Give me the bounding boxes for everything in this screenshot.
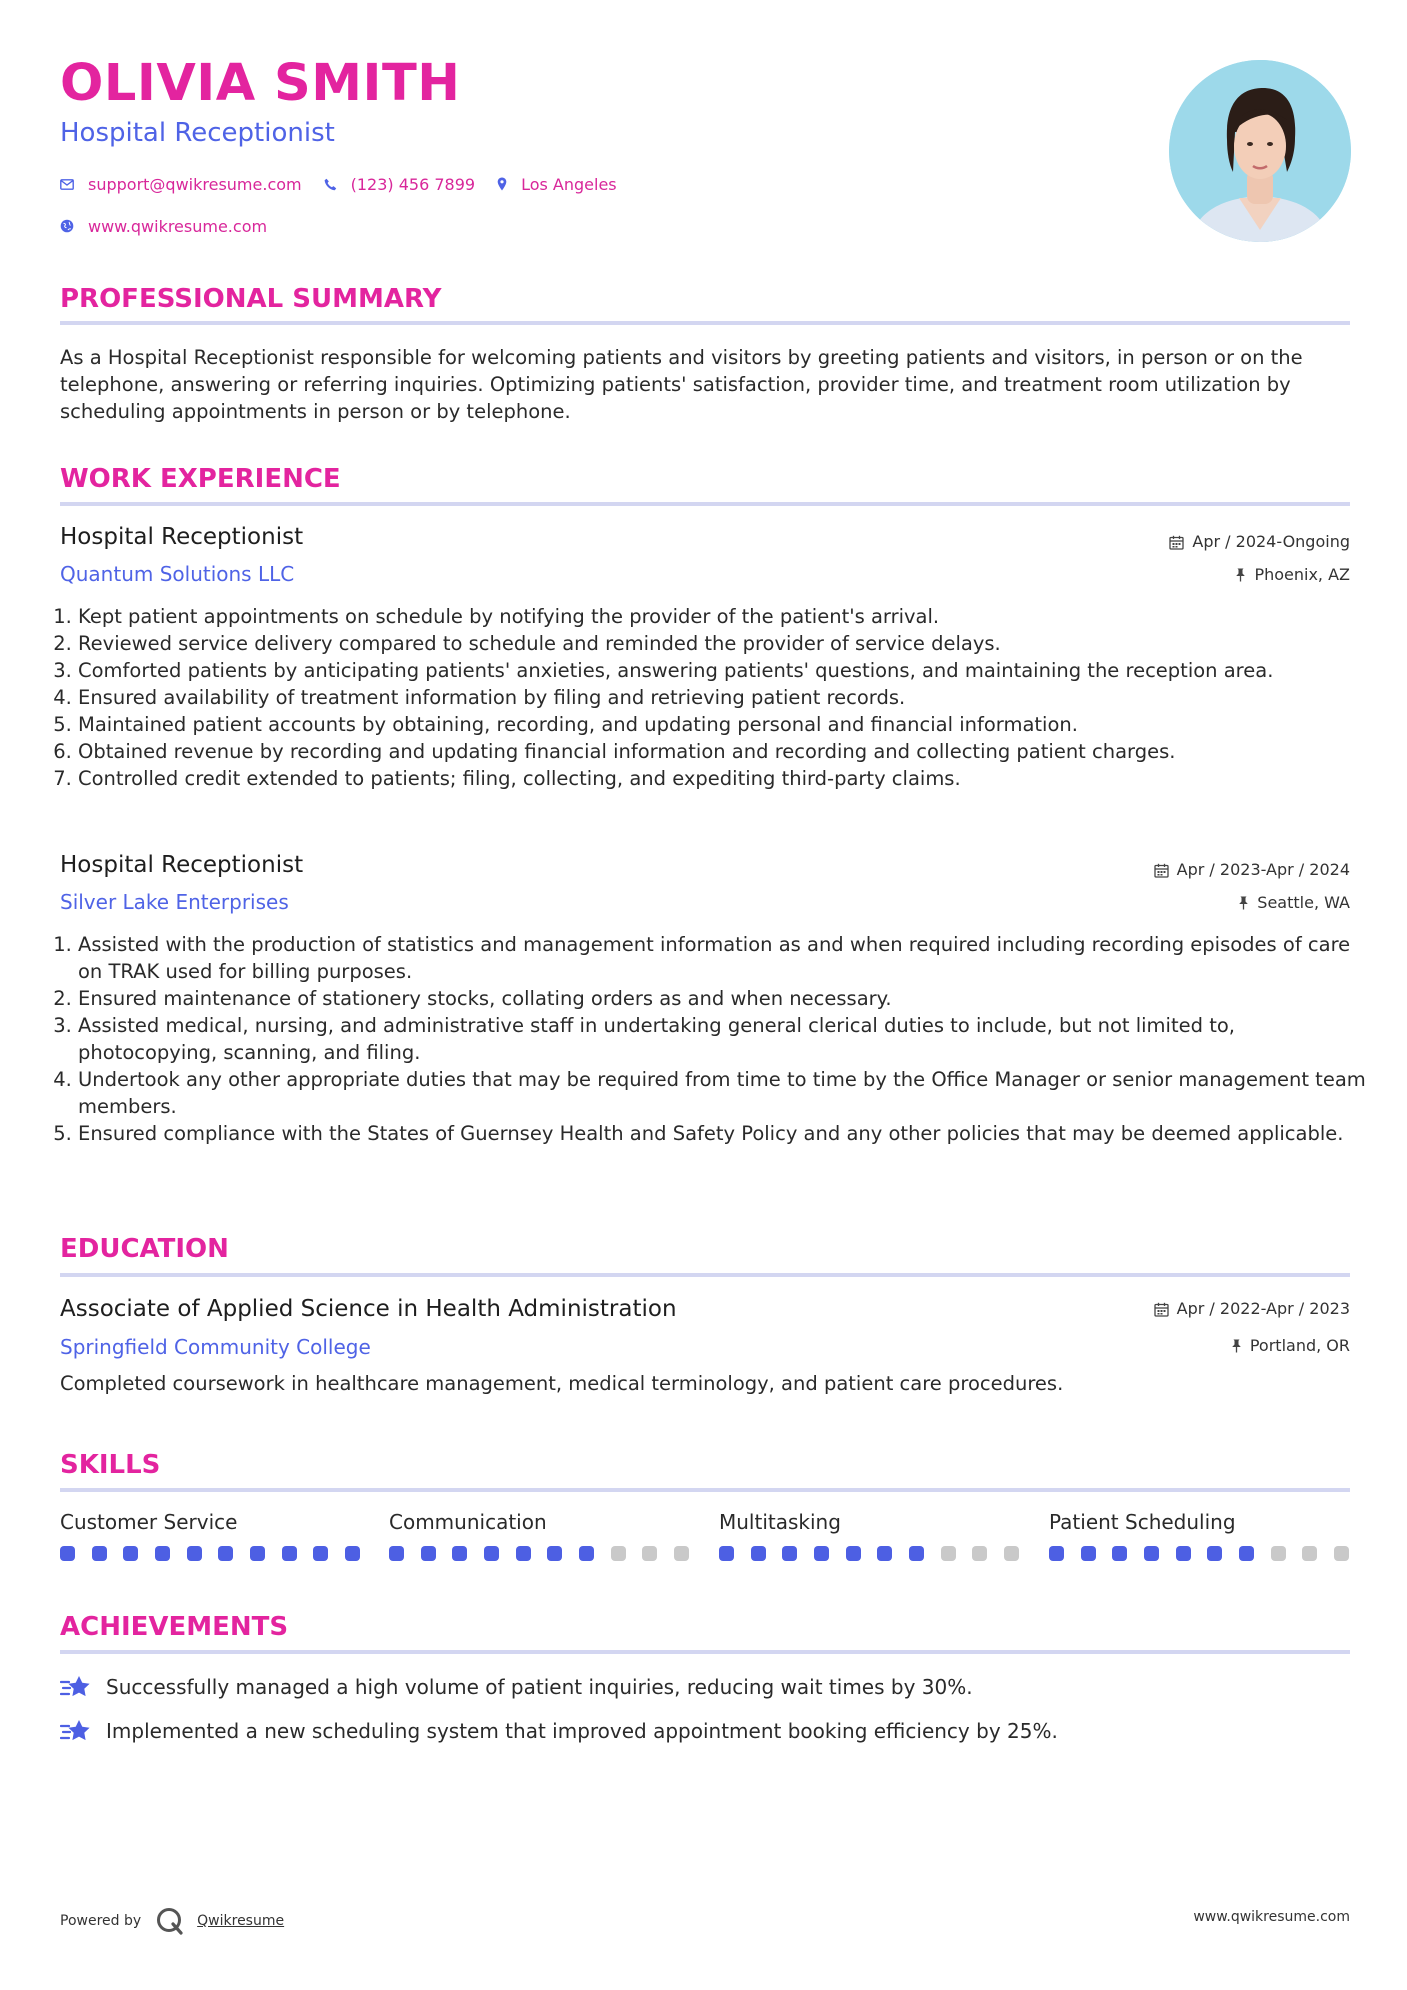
pushpin-icon (1231, 1339, 1242, 1353)
skill-dot-filled (719, 1546, 734, 1561)
achievements-divider (60, 1650, 1350, 1654)
footer-site-link[interactable]: www.qwikresume.com (1193, 1909, 1350, 1925)
skill-dot-filled (1207, 1546, 1222, 1561)
education-location (1231, 1338, 1350, 1354)
job-location-text: Phoenix, AZ (1254, 565, 1350, 584)
skill-dot-filled (389, 1546, 404, 1561)
skill-dot-filled (345, 1546, 360, 1561)
job-dates (1169, 534, 1350, 550)
skill-dot-filled (547, 1546, 562, 1561)
skill-dot-filled (313, 1546, 328, 1561)
skill-dot-filled (1081, 1546, 1096, 1561)
footer-powered-by (60, 1906, 284, 1936)
skills-heading: SKILLS (60, 1450, 161, 1480)
list-item: 5. Maintained patient accounts by obtaining, recording, and updating personal and financial information. (78, 711, 1368, 738)
contact-email[interactable] (60, 175, 302, 194)
skill-dot-filled (516, 1546, 531, 1561)
skill-rating (60, 1546, 360, 1561)
job-dates (1154, 862, 1350, 878)
skill-dot-empty (1004, 1546, 1019, 1561)
shooting-star-icon (60, 1718, 91, 1744)
education-heading: EDUCATION (60, 1234, 229, 1264)
list-item: 2. Ensured maintenance of stationery stocks, collating orders as and when necessary. (78, 985, 1368, 1012)
website-text: www.qwikresume.com (88, 216, 268, 236)
skill-dot-filled (92, 1546, 107, 1561)
achievements-heading: ACHIEVEMENTS (60, 1612, 289, 1642)
education-description: Completed coursework in healthcare management, medical terminology, and patient care procedures. (60, 1372, 1064, 1395)
globe-icon (60, 219, 74, 233)
profile-photo (1169, 60, 1351, 242)
achievement-item (60, 1718, 1058, 1744)
education-divider (60, 1273, 1350, 1277)
contact-location (497, 175, 617, 194)
summary-heading: PROFESSIONAL SUMMARY (60, 284, 442, 314)
degree-title: Associate of Applied Science in Health Administration (60, 1296, 677, 1322)
pushpin-icon (1235, 568, 1246, 582)
phone-text: (123) 456 7899 (350, 174, 476, 194)
skill-dot-empty (1334, 1546, 1349, 1561)
list-item: 6. Obtained revenue by recording and updating financial information and recording and collecting patient charges. (78, 738, 1368, 765)
skill-dot-filled (60, 1546, 75, 1561)
skill-dot-filled (421, 1546, 436, 1561)
achievement-text: Successfully managed a high volume of patient inquiries, reducing wait times by 30%. (106, 1675, 973, 1699)
skill-dot-filled (1144, 1546, 1159, 1561)
summary-text: As a Hospital Receptionist responsible for welcoming patients and visitors by greeting patients and visitors, in person or on the telephone, answering or referring inquiries. Optimizing patients' satisfaction, provider time, and treatment room utilization by scheduling appointments in person or by telephone. (60, 346, 1303, 423)
shooting-star-icon (60, 1674, 91, 1700)
skill-dot-empty (941, 1546, 956, 1561)
skill-name: Multitasking (719, 1510, 841, 1534)
skill-dot-filled (1176, 1546, 1191, 1561)
list-item: 3. Comforted patients by anticipating patients' anxieties, answering patients' questions, and maintaining the reception area. (78, 657, 1368, 684)
job-location (1235, 567, 1350, 583)
skill-dot-filled (1049, 1546, 1064, 1561)
list-item: 4. Ensured availability of treatment information by filing and retrieving patient records. (78, 684, 1368, 711)
job-location-text: Seattle, WA (1257, 893, 1350, 912)
skill-dot-empty (1271, 1546, 1286, 1561)
skill-name: Customer Service (60, 1510, 238, 1534)
job-company: Silver Lake Enterprises (60, 890, 289, 914)
skill-dot-filled (187, 1546, 202, 1561)
skill-rating (389, 1546, 689, 1561)
list-item: 7. Controlled credit extended to patients; filing, collecting, and expediting third-party claims. (78, 765, 1368, 792)
candidate-name: OLIVIA SMITH (60, 54, 461, 113)
experience-divider (60, 502, 1350, 506)
education-dates-text: Apr / 2022-Apr / 2023 (1176, 1299, 1350, 1318)
skill-name: Communication (389, 1510, 547, 1534)
calendar-icon (1154, 863, 1169, 878)
education-location-text: Portland, OR (1249, 1336, 1350, 1355)
skill-dot-filled (484, 1546, 499, 1561)
skill-dot-filled (282, 1546, 297, 1561)
skill-dot-filled (846, 1546, 861, 1561)
qwikresume-link[interactable]: Qwikresume (197, 1913, 285, 1929)
contact-phone[interactable] (324, 175, 475, 194)
resume-page (60, 0, 1366, 1990)
achievement-item (60, 1674, 973, 1700)
candidate-role: Hospital Receptionist (60, 118, 335, 148)
calendar-icon (1154, 1302, 1169, 1317)
skill-dot-filled (909, 1546, 924, 1561)
job-company: Quantum Solutions LLC (60, 562, 295, 586)
skill-dot-filled (1112, 1546, 1127, 1561)
school-name: Springfield Community College (60, 1335, 371, 1359)
skill-item (389, 1512, 689, 1561)
skill-dot-filled (452, 1546, 467, 1561)
skill-dot-empty (642, 1546, 657, 1561)
skills-divider (60, 1488, 1350, 1492)
skill-dot-empty (1302, 1546, 1317, 1561)
skill-dot-filled (155, 1546, 170, 1561)
email-text: support@qwikresume.com (88, 174, 302, 194)
experience-heading: WORK EXPERIENCE (60, 464, 341, 494)
skill-dot-filled (751, 1546, 766, 1561)
skill-dot-empty (972, 1546, 987, 1561)
envelope-icon (60, 179, 74, 190)
job-dates-text: Apr / 2024-Ongoing (1192, 532, 1350, 551)
list-item: 5. Ensured compliance with the States of Guernsey Health and Safety Policy and any other policies that may be deemed applicable. (78, 1120, 1368, 1147)
skill-name: Patient Scheduling (1049, 1510, 1236, 1534)
list-item: 1. Assisted with the production of statistics and management information as and when required including recording episodes of care on TRAK used for billing purposes. (78, 931, 1368, 985)
website-row (60, 214, 289, 238)
qwikresume-logo-icon (155, 1906, 185, 1936)
skill-rating (719, 1546, 1019, 1561)
map-pin-icon (497, 177, 507, 191)
skill-dot-filled (218, 1546, 233, 1561)
skill-rating (1049, 1546, 1349, 1561)
job-dates-text: Apr / 2023-Apr / 2024 (1176, 860, 1350, 879)
portrait-image (1169, 60, 1351, 242)
skill-item (60, 1512, 360, 1561)
skill-dot-filled (814, 1546, 829, 1561)
job-title: Hospital Receptionist (60, 524, 304, 550)
powered-by-label: Powered by (60, 1913, 142, 1929)
education-dates (1154, 1301, 1350, 1317)
list-item: 1. Kept patient appointments on schedule by notifying the provider of the patient's arrival. (78, 603, 1368, 630)
calendar-icon (1169, 535, 1184, 550)
job-title: Hospital Receptionist (60, 852, 304, 878)
job-bullets (60, 603, 1368, 792)
list-item: 3. Assisted medical, nursing, and administrative staff in undertaking general clerical duties to include, but not limited to, photocopying, scanning, and filing. (78, 1012, 1368, 1066)
skill-dot-empty (611, 1546, 626, 1561)
skill-dot-filled (782, 1546, 797, 1561)
skill-dot-filled (877, 1546, 892, 1561)
skill-dot-filled (579, 1546, 594, 1561)
skill-dot-filled (1239, 1546, 1254, 1561)
achievement-text: Implemented a new scheduling system that improved appointment booking efficiency by 25%. (106, 1719, 1058, 1743)
skill-item (1049, 1512, 1349, 1561)
job-location (1238, 895, 1350, 911)
skill-item (719, 1512, 1019, 1561)
pushpin-icon (1238, 896, 1249, 910)
skill-dot-filled (123, 1546, 138, 1561)
skill-dot-empty (674, 1546, 689, 1561)
contact-row (60, 172, 639, 196)
job-bullets (60, 931, 1368, 1147)
summary-divider (60, 321, 1350, 325)
list-item: 2. Reviewed service delivery compared to schedule and reminded the provider of service delays. (78, 630, 1368, 657)
list-item: 4. Undertook any other appropriate duties that may be required from time to time by the Office Manager or senior management team members. (78, 1066, 1368, 1120)
location-text: Los Angeles (521, 174, 617, 194)
skill-dot-filled (250, 1546, 265, 1561)
phone-icon (324, 178, 337, 191)
contact-website[interactable] (60, 217, 267, 236)
